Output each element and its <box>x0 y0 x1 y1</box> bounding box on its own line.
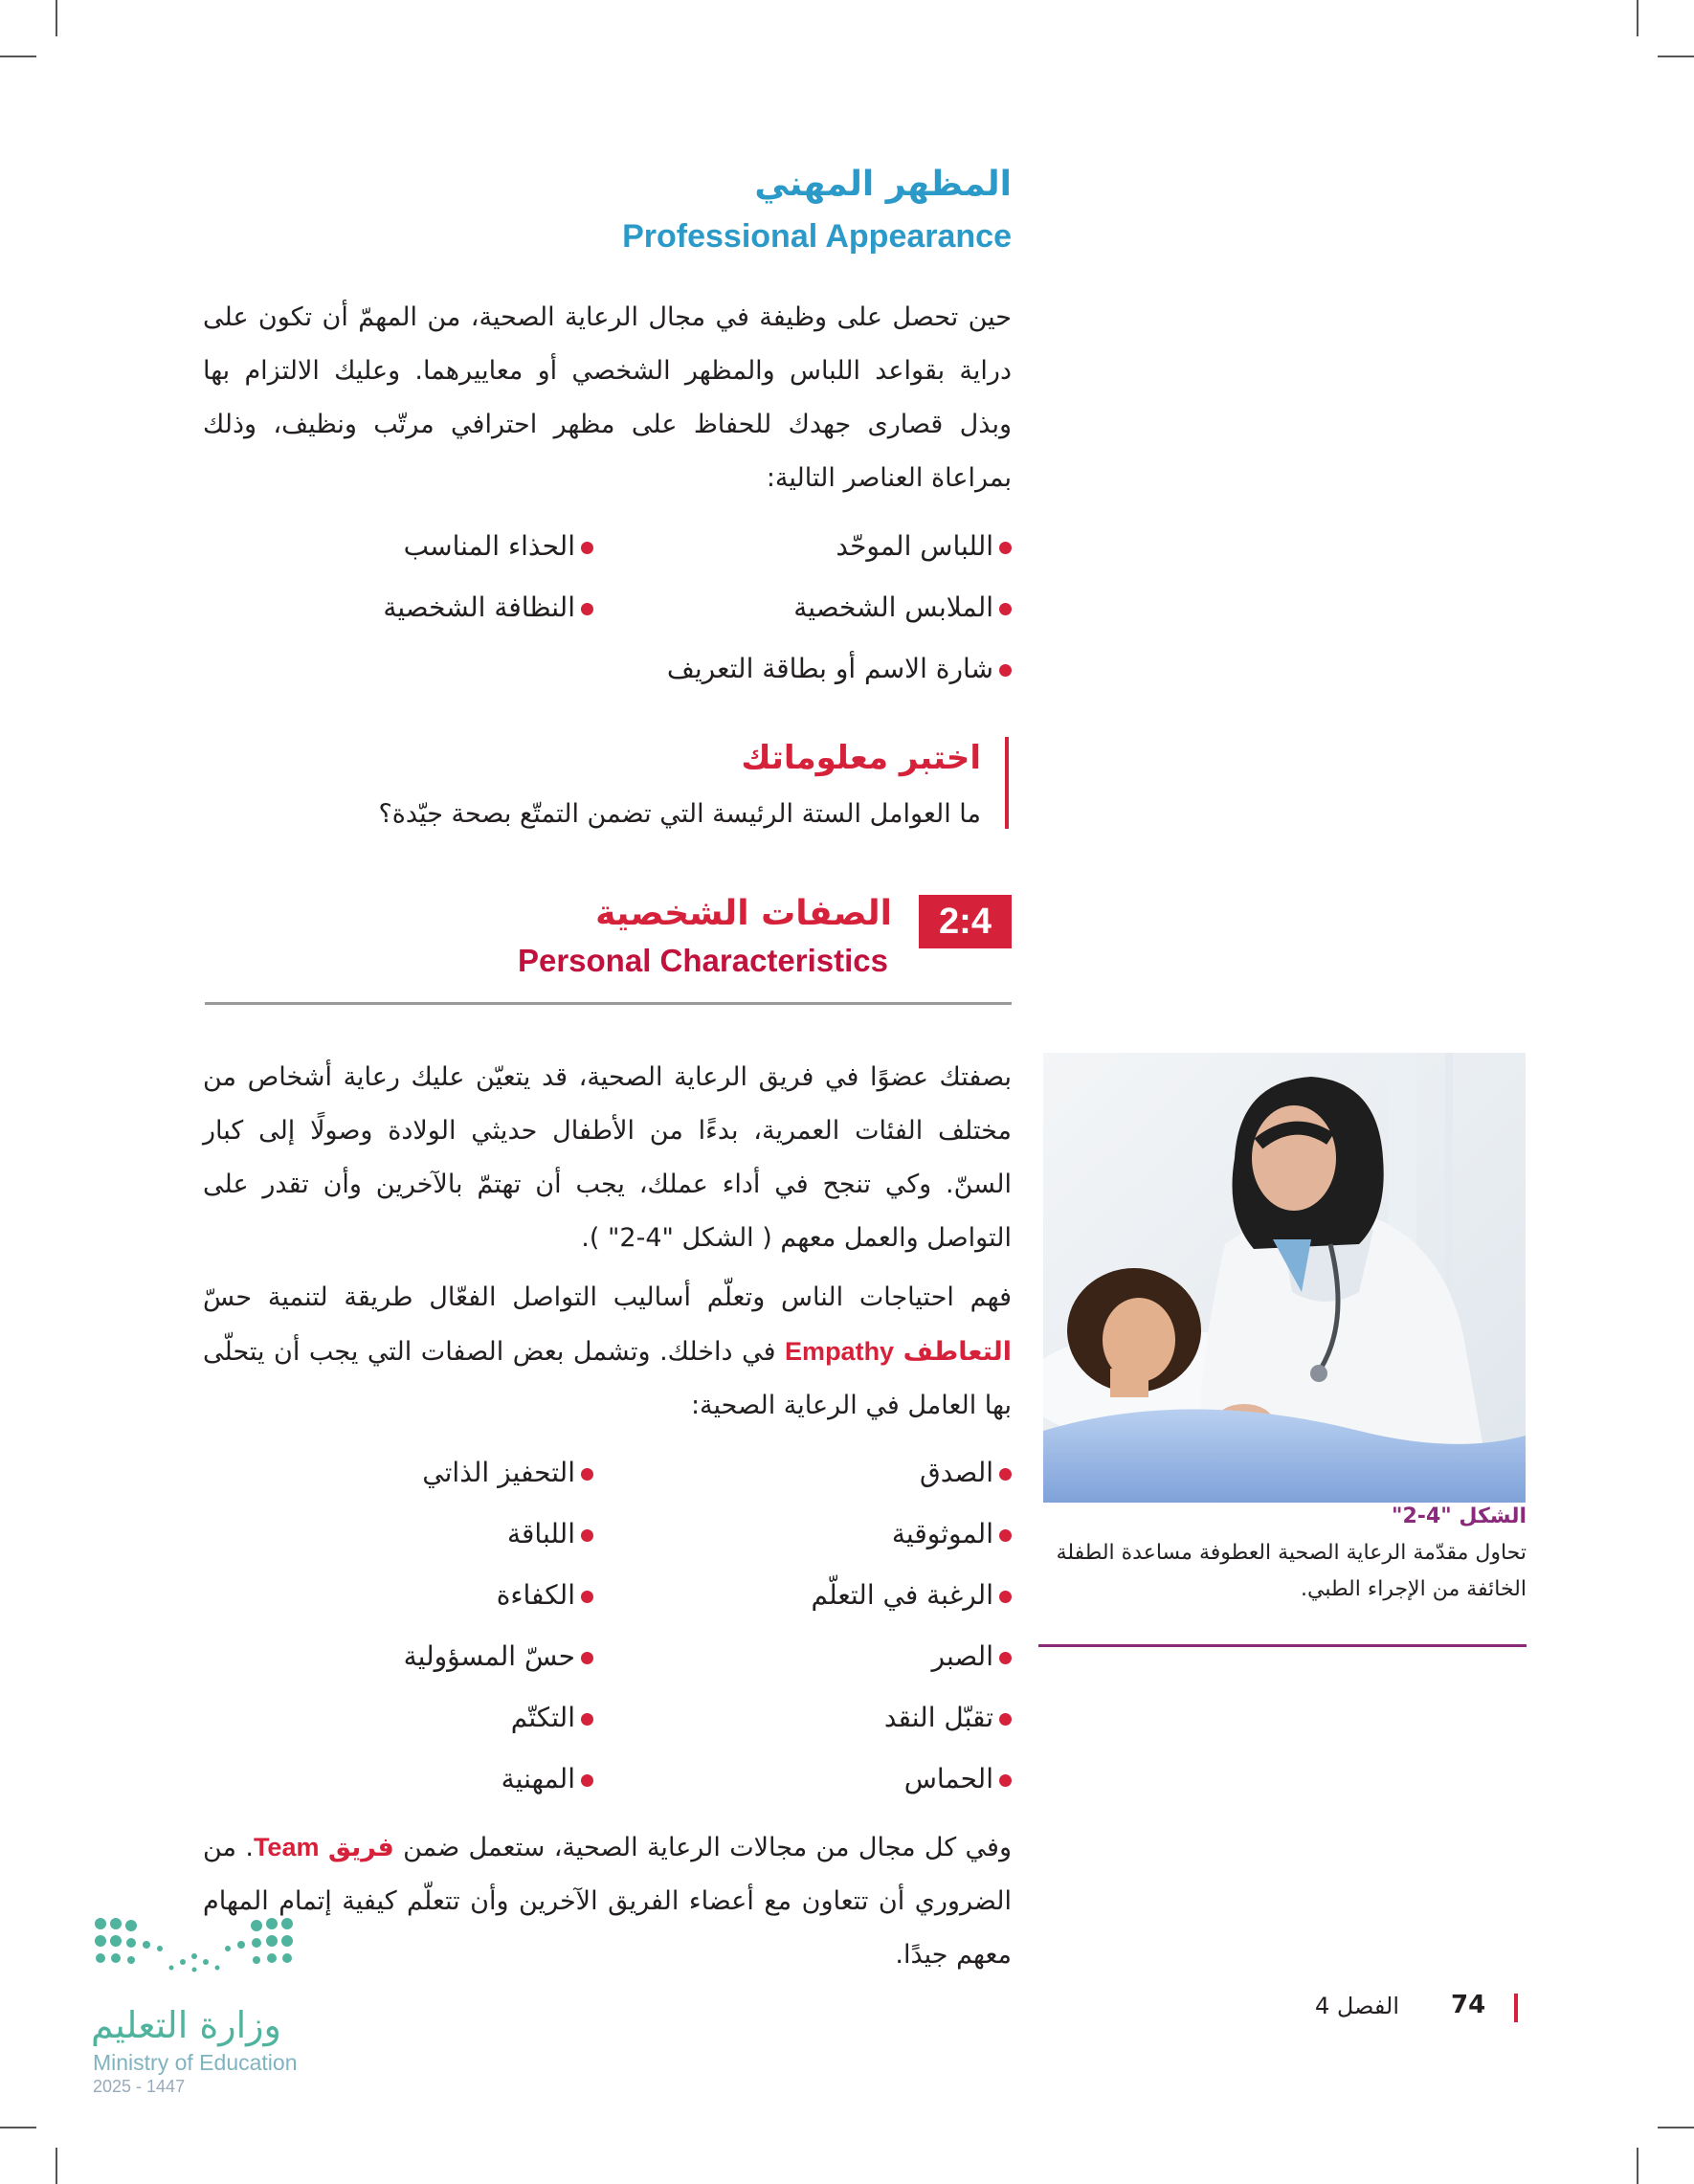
bullet-item: التكتّم <box>511 1702 593 1733</box>
bullet-item: الموثوقية <box>892 1518 1012 1549</box>
crop-mark <box>56 2148 57 2184</box>
bullet-dot-icon <box>999 1652 1012 1664</box>
bullet-item: الصدق <box>920 1457 1012 1488</box>
bullet-item: اللباس الموحّد <box>836 530 1012 562</box>
figure-label: الشكل "4-2" <box>1392 1504 1527 1528</box>
section-number-badge: 2:4 <box>919 895 1012 948</box>
crop-mark <box>0 2127 36 2128</box>
crop-mark <box>1658 56 1694 57</box>
bullet-dot-icon <box>581 542 593 554</box>
term-team-en: Team <box>253 1833 320 1861</box>
bullet-dot-icon <box>581 1529 593 1542</box>
bullet-dot-icon <box>581 1774 593 1787</box>
bullet-item: الحذاء المناسب <box>404 530 593 562</box>
page-marker <box>1514 1994 1518 2022</box>
section-title-ar: الصفات الشخصية <box>595 894 892 933</box>
nurse-child-illustration <box>1043 1053 1526 1503</box>
quiz-question: ما العوامل الستة الرئيسة التي تضمن التمتّع بصحة جيّدة؟ <box>378 799 981 829</box>
bullet-dot-icon <box>999 1774 1012 1787</box>
section-title-ar: المظهر المهني <box>754 165 1012 204</box>
term-team-ar: فريق <box>327 1833 394 1862</box>
bullet-dot-icon <box>581 1468 593 1481</box>
appearance-paragraph: حين تحصل على وظيفة في مجال الرعاية الصحية، من المهمّ أن تكون على دراية بقواعد اللباس والمظهر الشخصي أو معاييرهما. وعليك الالتزام بها وبذل قصارى جهدك للحفاظ على مظهر احترافي مرتّب ونظيف، وذلك بمراعاة العناصر التالية: <box>203 302 1012 493</box>
bullet-item: الحماس <box>904 1763 1012 1794</box>
ministry-dots-icon <box>91 1914 301 1986</box>
crop-mark <box>56 0 57 36</box>
ministry-year: 2025 - 1447 <box>93 2077 186 2096</box>
bullet-item: الصبر <box>932 1640 1013 1672</box>
bullet-dot-icon <box>581 603 593 615</box>
section-title-en: Personal Characteristics <box>517 943 888 978</box>
crop-mark <box>1637 2148 1638 2184</box>
bullet-item: المهنية <box>502 1763 593 1794</box>
personal-paragraph-1: بصفتك عضوًا في فريق الرعاية الصحية، قد يتعيّن عليك رعاية أشخاص من مختلف الفئات العمرية، بدءًا من الأطفال حديثي الولادة وصولًا إلى كبار السنّ. وكي تنجح في أداء عملك، يجب أن تهتمّ بالآخرين وأن تقدر على التواصل والعمل معهم ( الشكل "4-2" ). <box>203 1062 1012 1253</box>
personal-paragraph-3: وفي كل مجال من مجالات الرعاية الصحية، ستعمل ضمن فريق Team. من الضروري أن تتعاون مع أعضاء الفريق الآخرين وأن تتعلّم كيفية إتمام المهام معهم جيدًا. <box>203 1833 1012 1970</box>
bullet-dot-icon <box>999 1529 1012 1542</box>
crop-mark <box>1658 2127 1694 2128</box>
quiz-bar <box>1005 737 1009 829</box>
personal-paragraph-2: فهم احتياجات الناس وتعلّم أساليب التواصل الفعّال طريقة لتنمية حسّ التعاطف Empathy في داخلك. وتشمل بعض الصفات التي يجب أن يتحلّى بها العامل في الرعاية الصحية: <box>203 1282 1012 1420</box>
bullet-item: الكفاءة <box>497 1579 593 1611</box>
bullet-item: اللباقة <box>507 1518 593 1549</box>
ministry-name-ar: وزارة التعليم <box>91 2004 281 2046</box>
ministry-name-en: Ministry of Education <box>93 2050 298 2075</box>
bullet-dot-icon <box>999 1591 1012 1603</box>
bullet-dot-icon <box>999 1468 1012 1481</box>
crop-mark <box>1637 0 1638 36</box>
bullet-item: النظافة الشخصية <box>383 591 593 623</box>
chapter-label: الفصل 4 <box>1314 1993 1399 2019</box>
bullet-dot-icon <box>999 664 1012 677</box>
bullet-dot-icon <box>999 1713 1012 1726</box>
bullet-dot-icon <box>999 542 1012 554</box>
crop-mark <box>0 56 36 57</box>
section-title-en: Professional Appearance <box>622 218 1012 255</box>
bullet-dot-icon <box>999 603 1012 615</box>
term-empathy-en: Empathy <box>785 1337 895 1366</box>
bullet-item: الملابس الشخصية <box>793 591 1012 623</box>
figure-caption: تحاول مقدّمة الرعاية الصحية العطوفة مساعدة الطفلة الخائفة من الإجراء الطبي. <box>1056 1541 1527 1601</box>
ministry-logo-icon <box>91 1914 301 1986</box>
page-number: 74 <box>1451 1991 1486 2019</box>
bullet-item: التحفيز الذاتي <box>422 1457 593 1488</box>
bullet-dot-icon <box>581 1591 593 1603</box>
bullet-item: حسّ المسؤولية <box>404 1640 593 1672</box>
bullet-item: تقبّل النقد <box>884 1702 1012 1733</box>
bullet-dot-icon <box>581 1713 593 1726</box>
quiz-title: اختبر معلوماتك <box>741 739 981 777</box>
section-divider <box>205 1002 1012 1005</box>
bullet-item: شارة الاسم أو بطاقة التعريف <box>667 653 1012 684</box>
bullet-item: الرغبة في التعلّم <box>811 1579 1012 1611</box>
figure-divider <box>1038 1644 1527 1647</box>
figure-photo <box>1043 1053 1526 1503</box>
bullet-dot-icon <box>581 1652 593 1664</box>
term-empathy-ar: التعاطف <box>903 1337 1012 1367</box>
